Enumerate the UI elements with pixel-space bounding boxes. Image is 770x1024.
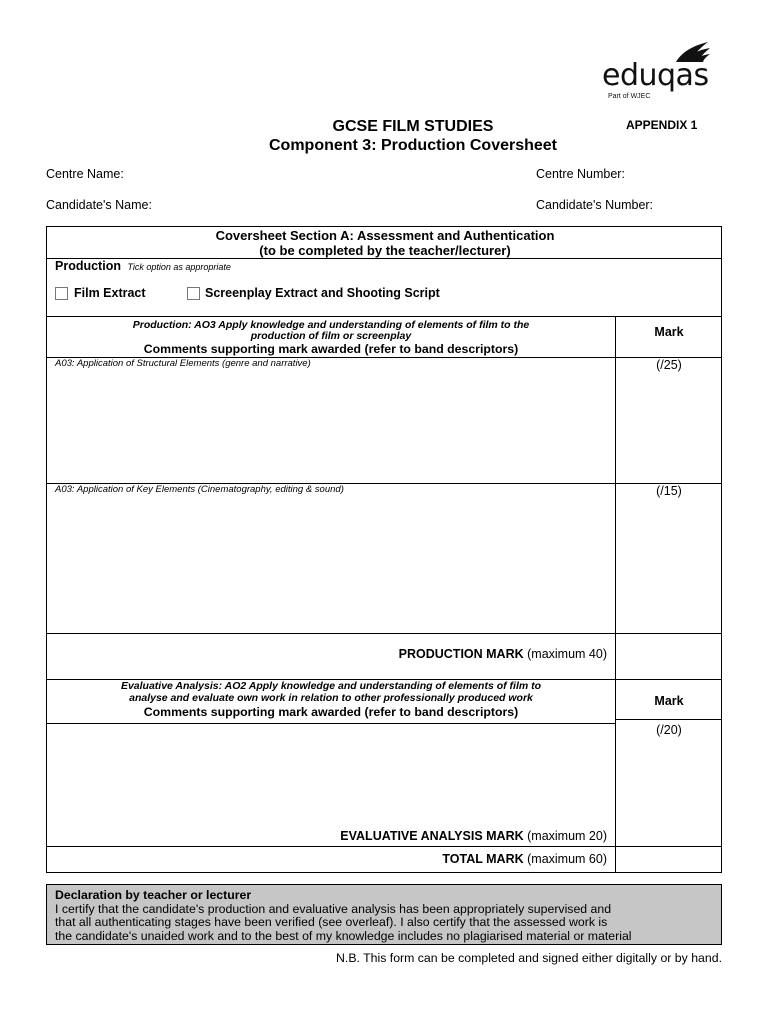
section-a-subtitle: (to be completed by the teacher/lecturer) [259, 243, 511, 258]
evaluative-heading-line2: analyse and evaluate own work in relation to other professionally produced work [129, 691, 533, 704]
declaration-line2: that all authenticating stages have been verified (see overleaf). I also certify that the assessed work is [55, 915, 608, 929]
centre-number-label: Centre Number: [536, 167, 625, 181]
production-mark-label: PRODUCTION MARK [398, 647, 524, 661]
form-note: N.B. This form can be completed and signed either digitally or by hand. [336, 951, 722, 965]
key-elements-label: A03: Application of Key Elements (Cinematography, editing & sound) [55, 484, 344, 495]
evaluative-mark-label: EVALUATIVE ANALYSIS MARK [340, 829, 524, 843]
key-elements-mark: (/15) [656, 484, 682, 498]
production-mark-header: Mark [654, 325, 684, 339]
total-mark-input[interactable] [617, 848, 721, 872]
production-heading-line1: Production: AO3 Apply knowledge and understanding of elements of film to the [132, 319, 530, 331]
total-mark-label: TOTAL MARK [442, 852, 524, 866]
structural-elements-mark: (/25) [656, 358, 682, 372]
production-mark-max: (maximum 40) [527, 647, 607, 661]
candidate-number-label: Candidate's Number: [536, 198, 654, 212]
centre-name-label: Centre Name: [46, 167, 124, 181]
evaluative-mark-max: (maximum 20) [527, 829, 607, 843]
tick-hint: Tick option as appropriate [127, 262, 231, 272]
production-mark-input[interactable] [617, 635, 721, 677]
production-label: Production [55, 259, 121, 273]
key-elements-comment-area[interactable] [49, 499, 611, 631]
film-extract-option[interactable] [55, 286, 146, 300]
declaration-title: Declaration by teacher or lecturer [55, 888, 252, 902]
section-a-title: Coversheet Section A: Assessment and Authentication [215, 228, 555, 243]
declaration-box [46, 884, 722, 945]
production-comments-label: Comments supporting mark awarded (refer to band descriptors) [143, 342, 519, 356]
evaluative-mark-header: Mark [654, 694, 684, 708]
candidate-name-label: Candidate's Name: [46, 198, 152, 212]
logo-tagline: Part of WJEC [608, 93, 651, 100]
evaluative-mark: (/20) [656, 723, 682, 737]
evaluative-comment-area[interactable] [49, 725, 611, 823]
page-title: GCSE FILM STUDIES [332, 118, 494, 135]
evaluative-comments-label: Comments supporting mark awarded (refer to band descriptors) [143, 705, 519, 719]
declaration-line3: the candidate's unaided work and to the best of my knowledge includes no plagiarised material or material [55, 928, 632, 943]
film-extract-label: Film Extract [74, 286, 146, 300]
production-mark-row [399, 647, 607, 661]
total-mark-row [442, 852, 607, 866]
screenplay-checkbox[interactable] [187, 287, 200, 300]
page-subtitle: Component 3: Production Coversheet [268, 137, 558, 154]
declaration-line1: I certify that the candidate's production and evaluative analysis has been appropriately supervised and [55, 901, 612, 916]
logo-wordmark: eduqas [602, 58, 709, 93]
evaluative-heading [47, 681, 615, 720]
total-mark-max: (maximum 60) [527, 852, 607, 866]
structural-elements-label: A03: Application of Structural Elements (genre and narrative) [55, 358, 311, 369]
section-a-header [47, 228, 723, 258]
eduqas-logo [600, 40, 718, 104]
assessment-form [46, 226, 722, 873]
production-heading-line2: production of film or screenplay [250, 330, 412, 342]
production-option-row [55, 259, 231, 273]
evaluative-mark-row [340, 829, 607, 843]
appendix-label: APPENDIX 1 [626, 118, 698, 132]
evaluative-heading-line1: Evaluative Analysis: AO2 Apply knowledge and understanding of elements of film to [120, 680, 542, 692]
structural-elements-comment-area[interactable] [49, 373, 611, 479]
screenplay-option[interactable] [187, 286, 440, 300]
production-heading [47, 320, 615, 356]
screenplay-label: Screenplay Extract and Shooting Script [205, 286, 440, 300]
film-extract-checkbox[interactable] [55, 287, 68, 300]
